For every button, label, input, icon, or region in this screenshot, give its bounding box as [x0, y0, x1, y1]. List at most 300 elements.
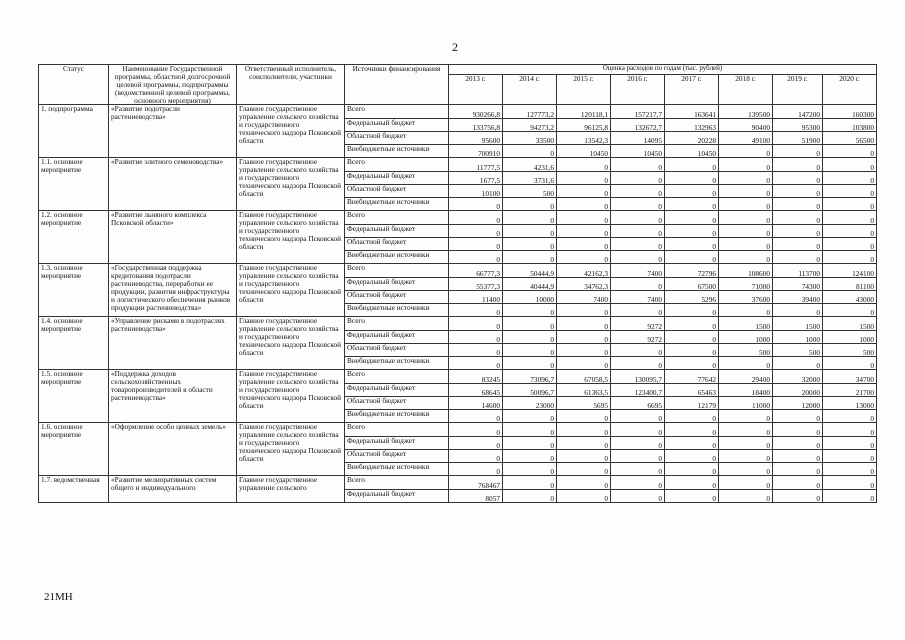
table-row	[39, 370, 877, 384]
amount-cell: 0	[719, 476, 773, 490]
amount-cell: 37600	[719, 291, 773, 304]
amount-cell: 11400	[449, 291, 503, 304]
amount-cell: 11000	[719, 397, 773, 410]
funding-source-cell: Федеральный бюджет	[345, 119, 449, 132]
amount-cell: 55377,3	[449, 278, 503, 291]
amount-cell: 42162,3	[557, 264, 611, 278]
amount-cell: 0	[823, 211, 877, 225]
status-cell: 1.1. основное мероприятие	[39, 158, 109, 211]
amount-cell: 0	[773, 158, 823, 172]
responsible-cell: Главное государственное управление сельского хозяйства и государственного технического надзора Псковской области	[237, 370, 345, 423]
amount-cell: 32000	[773, 370, 823, 384]
year-header: 2018 г.	[719, 75, 773, 105]
amount-cell: 95300	[773, 119, 823, 132]
amount-cell: 0	[503, 211, 557, 225]
amount-cell: 0	[665, 158, 719, 172]
amount-cell: 1500	[773, 317, 823, 331]
amount-cell: 56500	[823, 132, 877, 145]
amount-cell: 4231,6	[503, 158, 557, 172]
table-row	[39, 317, 877, 331]
status-cell: 1.2. основное мероприятие	[39, 211, 109, 264]
amount-cell: 0	[665, 463, 719, 476]
year-header: 2017 г.	[665, 75, 719, 105]
amount-cell: 0	[773, 238, 823, 251]
amount-cell: 20000	[773, 384, 823, 397]
amount-cell: 9272	[611, 317, 665, 331]
amount-cell: 77642	[665, 370, 719, 384]
amount-cell: 0	[719, 172, 773, 185]
amount-cell: 0	[665, 211, 719, 225]
amount-cell: 9272	[611, 331, 665, 344]
status-cell: 1.4. основное мероприятие	[39, 317, 109, 370]
amount-cell: 0	[719, 211, 773, 225]
program-name-cell: «Государственная поддержка кредитования подотрасли растениеводства, переработки ее продукции, развития инфраструктуры и логистического обеспечения рынков продукции растениеводства»	[109, 264, 237, 317]
amount-cell: 0	[449, 463, 503, 476]
funding-source-cell: Внебюджетные источники	[345, 304, 449, 317]
amount-cell: 0	[503, 238, 557, 251]
amount-cell: 0	[611, 225, 665, 238]
amount-cell: 14600	[449, 397, 503, 410]
amount-cell: 0	[449, 423, 503, 437]
amount-cell: 0	[665, 490, 719, 503]
amount-cell: 0	[557, 251, 611, 264]
amount-cell: 66777,3	[449, 264, 503, 278]
amount-cell: 71000	[719, 278, 773, 291]
amount-cell: 0	[449, 304, 503, 317]
amount-cell: 0	[503, 476, 557, 490]
funding-source-cell: Федеральный бюджет	[345, 331, 449, 344]
footer-mark: 21MH	[44, 591, 73, 603]
amount-cell: 0	[503, 410, 557, 423]
amount-cell: 0	[557, 211, 611, 225]
amount-cell: 7400	[611, 291, 665, 304]
amount-cell: 0	[773, 211, 823, 225]
amount-cell: 0	[665, 317, 719, 331]
amount-cell: 0	[557, 450, 611, 463]
amount-cell: 0	[503, 225, 557, 238]
amount-cell: 130095,7	[611, 370, 665, 384]
amount-cell: 0	[773, 198, 823, 211]
table-row	[39, 423, 877, 437]
amount-cell: 0	[665, 437, 719, 450]
amount-cell: 0	[611, 490, 665, 503]
amount-cell: 20228	[665, 132, 719, 145]
amount-cell: 132672,7	[611, 119, 665, 132]
amount-cell: 73096,7	[503, 370, 557, 384]
amount-cell: 90400	[719, 119, 773, 132]
amount-cell: 0	[773, 145, 823, 158]
year-header: 2014 г.	[503, 75, 557, 105]
amount-cell: 10450	[611, 145, 665, 158]
funding-source-cell: Федеральный бюджет	[345, 384, 449, 397]
amount-cell: 0	[557, 410, 611, 423]
funding-source-cell: Всего	[345, 158, 449, 172]
amount-cell: 0	[719, 490, 773, 503]
status-cell: 1. подпрограмма	[39, 105, 109, 158]
program-name-cell: «Развитие подотрасли растениеводства»	[109, 105, 237, 158]
amount-cell: 0	[503, 198, 557, 211]
responsible-cell: Главное государственное управление сельского хозяйства и государственного технического надзора Псковской области	[237, 264, 345, 317]
amount-cell: 0	[557, 225, 611, 238]
funding-source-cell: Всего	[345, 423, 449, 437]
amount-cell: 103800	[823, 119, 877, 132]
amount-cell: 0	[449, 437, 503, 450]
year-header: 2020 г.	[823, 75, 877, 105]
amount-cell: 13000	[823, 397, 877, 410]
amount-cell: 0	[823, 304, 877, 317]
amount-cell: 0	[665, 476, 719, 490]
funding-source-cell: Всего	[345, 264, 449, 278]
amount-cell: 0	[823, 463, 877, 476]
year-header: 2019 г.	[773, 75, 823, 105]
amount-cell: 930266,8	[449, 105, 503, 119]
amount-cell: 0	[557, 238, 611, 251]
amount-cell: 0	[823, 251, 877, 264]
amount-cell: 51900	[773, 132, 823, 145]
amount-cell: 0	[611, 158, 665, 172]
amount-cell: 94273,2	[503, 119, 557, 132]
amount-cell: 0	[773, 304, 823, 317]
amount-cell: 1500	[823, 317, 877, 331]
amount-cell: 0	[773, 463, 823, 476]
amount-cell: 700910	[449, 145, 503, 158]
amount-cell: 120118,1	[557, 105, 611, 119]
amount-cell: 113700	[773, 264, 823, 278]
funding-source-cell: Федеральный бюджет	[345, 437, 449, 450]
funding-source-cell: Всего	[345, 211, 449, 225]
name-header: Наименование Государственной программы, областной долгосрочной целевой программы, подпрограммы (ведомственной целевой программы, основного мероприятия)	[109, 65, 237, 105]
amount-cell: 96125,8	[557, 119, 611, 132]
amount-cell: 0	[665, 331, 719, 344]
amount-cell: 81100	[823, 278, 877, 291]
amount-cell: 0	[611, 278, 665, 291]
amount-cell: 0	[719, 198, 773, 211]
amount-cell: 0	[773, 423, 823, 437]
amount-cell: 67500	[665, 278, 719, 291]
amount-cell: 123400,7	[611, 384, 665, 397]
funding-source-cell: Всего	[345, 317, 449, 331]
amount-cell: 1500	[719, 317, 773, 331]
table-row	[39, 264, 877, 278]
amount-cell: 0	[823, 238, 877, 251]
amount-cell: 0	[449, 225, 503, 238]
amount-cell: 0	[773, 490, 823, 503]
funding-source-cell: Федеральный бюджет	[345, 278, 449, 291]
funding-source-cell: Областной бюджет	[345, 185, 449, 198]
amount-cell: 127773,2	[503, 105, 557, 119]
program-name-cell: «Поддержка доходов сельскохозяйственных товаропроизводителей в области растениеводства»	[109, 370, 237, 423]
amount-cell: 50444,9	[503, 264, 557, 278]
amount-cell: 0	[611, 450, 665, 463]
status-header: Статус	[39, 65, 109, 105]
responsible-cell: Главное государственное управление сельского хозяйства и государственного технического надзора Псковской области	[237, 211, 345, 264]
amount-cell: 0	[719, 185, 773, 198]
amount-cell: 0	[503, 490, 557, 503]
amount-cell: 139500	[719, 105, 773, 119]
amount-cell: 11777,5	[449, 158, 503, 172]
amount-cell: 0	[773, 251, 823, 264]
page-number: 2	[452, 40, 458, 54]
amount-cell: 0	[611, 304, 665, 317]
amount-cell: 0	[503, 450, 557, 463]
amount-cell: 0	[557, 423, 611, 437]
amount-cell: 0	[665, 238, 719, 251]
amount-cell: 0	[665, 410, 719, 423]
amount-cell: 12000	[773, 397, 823, 410]
amount-cell: 5296	[665, 291, 719, 304]
amount-cell: 0	[449, 198, 503, 211]
program-name-cell: «Развитие мелиоративных систем общего и индивидуального	[109, 476, 237, 503]
amount-cell: 67058,5	[557, 370, 611, 384]
amount-cell: 132963	[665, 119, 719, 132]
responsible-cell: Главное государственное управление сельского	[237, 476, 345, 503]
amount-cell: 0	[719, 145, 773, 158]
amount-cell: 21700	[823, 384, 877, 397]
amount-cell: 39400	[773, 291, 823, 304]
amount-cell: 34700	[823, 370, 877, 384]
funding-source-cell: Федеральный бюджет	[345, 490, 449, 503]
amount-cell: 0	[611, 251, 665, 264]
year-header: 2016 г.	[611, 75, 665, 105]
amount-cell: 0	[449, 450, 503, 463]
amount-cell: 0	[823, 437, 877, 450]
amount-cell: 0	[823, 185, 877, 198]
amount-cell: 0	[773, 357, 823, 370]
amount-cell: 0	[503, 331, 557, 344]
amount-cell: 0	[611, 423, 665, 437]
amount-cell: 0	[503, 423, 557, 437]
amount-cell: 0	[503, 304, 557, 317]
amount-cell: 0	[557, 357, 611, 370]
funding-source-cell: Областной бюджет	[345, 291, 449, 304]
amount-cell: 0	[719, 463, 773, 476]
amount-cell: 0	[719, 410, 773, 423]
amount-cell: 0	[611, 344, 665, 357]
funding-source-cell: Внебюджетные источники	[345, 357, 449, 370]
funding-source-cell: Федеральный бюджет	[345, 172, 449, 185]
amount-cell: 0	[665, 185, 719, 198]
amount-cell: 0	[719, 423, 773, 437]
funding-source-cell: Внебюджетные источники	[345, 410, 449, 423]
amount-cell: 0	[557, 490, 611, 503]
amount-cell: 0	[611, 463, 665, 476]
amount-cell: 95600	[449, 132, 503, 145]
amount-cell: 0	[557, 476, 611, 490]
amount-cell: 0	[665, 225, 719, 238]
year-header: 2015 г.	[557, 75, 611, 105]
table-row	[39, 158, 877, 172]
table-row	[39, 105, 877, 119]
amount-cell: 72796	[665, 264, 719, 278]
amount-cell: 1677,5	[449, 172, 503, 185]
amount-cell: 0	[557, 172, 611, 185]
amount-cell: 0	[503, 463, 557, 476]
status-cell: 1.7. ведомственная	[39, 476, 109, 503]
amount-cell: 14095	[611, 132, 665, 145]
amount-cell: 23000	[503, 397, 557, 410]
amount-cell: 1000	[823, 331, 877, 344]
amount-cell: 768467	[449, 476, 503, 490]
funding-source-cell: Областной бюджет	[345, 397, 449, 410]
amount-cell: 10450	[665, 145, 719, 158]
amount-cell: 0	[557, 317, 611, 331]
amount-cell: 0	[823, 410, 877, 423]
funding-source-cell: Областной бюджет	[345, 132, 449, 145]
amount-cell: 147200	[773, 105, 823, 119]
amount-cell: 65463	[665, 384, 719, 397]
amount-cell: 1000	[773, 331, 823, 344]
amount-cell: 0	[823, 423, 877, 437]
amount-cell: 61363,5	[557, 384, 611, 397]
amount-cell: 0	[823, 476, 877, 490]
amount-cell: 10450	[557, 145, 611, 158]
program-name-cell: «Оформление особо ценных земель»	[109, 423, 237, 476]
amount-cell: 0	[823, 198, 877, 211]
status-cell: 1.3. основное мероприятие	[39, 264, 109, 317]
amount-cell: 0	[823, 172, 877, 185]
table-row	[39, 476, 877, 490]
amount-cell: 0	[719, 450, 773, 463]
sources-header: Источники финансирования	[345, 65, 449, 105]
amount-cell: 0	[449, 238, 503, 251]
amount-cell: 0	[773, 410, 823, 423]
amount-cell: 74300	[773, 278, 823, 291]
amount-cell: 0	[665, 344, 719, 357]
amount-cell: 0	[719, 437, 773, 450]
amount-cell: 0	[719, 238, 773, 251]
table-row	[39, 211, 877, 225]
amount-cell: 0	[557, 331, 611, 344]
amount-cell: 160300	[823, 105, 877, 119]
amount-cell: 500	[773, 344, 823, 357]
responsible-cell: Главное государственное управление сельского хозяйства и государственного технического надзора Псковской области	[237, 423, 345, 476]
year-header: 2013 г.	[449, 75, 503, 105]
amount-cell: 34762,3	[557, 278, 611, 291]
amount-cell: 0	[611, 185, 665, 198]
amount-cell: 0	[557, 158, 611, 172]
responsible-header: Ответственный исполнитель, соисполнители, участники	[237, 65, 345, 105]
funding-source-cell: Внебюджетные источники	[345, 251, 449, 264]
amount-cell: 0	[665, 251, 719, 264]
amount-cell: 33500	[503, 132, 557, 145]
amount-cell: 8057	[449, 490, 503, 503]
amount-cell: 0	[719, 251, 773, 264]
amount-cell: 0	[823, 158, 877, 172]
expenditure-table	[38, 64, 877, 503]
amount-cell: 49100	[719, 132, 773, 145]
amount-cell: 163641	[665, 105, 719, 119]
amount-cell: 12179	[665, 397, 719, 410]
amount-cell: 6695	[611, 397, 665, 410]
amount-cell: 0	[773, 225, 823, 238]
funding-source-cell: Всего	[345, 370, 449, 384]
amount-cell: 0	[611, 238, 665, 251]
amount-cell: 50096,7	[503, 384, 557, 397]
amount-cell: 10100	[449, 185, 503, 198]
funding-source-cell: Областной бюджет	[345, 450, 449, 463]
amount-cell: 0	[719, 357, 773, 370]
amount-cell: 0	[611, 211, 665, 225]
amount-cell: 29400	[719, 370, 773, 384]
amount-cell: 0	[449, 344, 503, 357]
amount-cell: 0	[503, 357, 557, 370]
amount-cell: 0	[719, 225, 773, 238]
amount-cell: 0	[557, 185, 611, 198]
amount-cell: 500	[503, 185, 557, 198]
amount-cell: 0	[557, 344, 611, 357]
amount-cell: 500	[719, 344, 773, 357]
amount-cell: 0	[557, 304, 611, 317]
funding-source-cell: Всего	[345, 476, 449, 490]
amount-cell: 7400	[557, 291, 611, 304]
program-name-cell: «Развитие льняного комплекса Псковской области»	[109, 211, 237, 264]
amount-cell: 0	[557, 463, 611, 476]
responsible-cell: Главное государственное управление сельского хозяйства и государственного технического надзора Псковской области	[237, 105, 345, 158]
table-body	[39, 105, 877, 503]
amount-cell: 157217,7	[611, 105, 665, 119]
status-cell: 1.6. основное мероприятие	[39, 423, 109, 476]
amount-cell: 10000	[503, 291, 557, 304]
amount-cell: 0	[611, 357, 665, 370]
amount-cell: 0	[449, 251, 503, 264]
amount-cell: 0	[503, 437, 557, 450]
funding-source-cell: Внебюджетные источники	[345, 145, 449, 158]
amount-cell: 0	[611, 172, 665, 185]
funding-source-cell: Всего	[345, 105, 449, 119]
amount-cell: 0	[449, 317, 503, 331]
amount-cell: 13542,3	[557, 132, 611, 145]
amount-cell: 0	[611, 437, 665, 450]
amount-cell: 0	[449, 211, 503, 225]
amount-cell: 40444,9	[503, 278, 557, 291]
amount-cell: 0	[665, 357, 719, 370]
amount-cell: 0	[773, 450, 823, 463]
header-row	[39, 65, 877, 75]
amount-cell: 0	[611, 476, 665, 490]
amount-cell: 0	[449, 357, 503, 370]
amount-cell: 0	[665, 304, 719, 317]
amount-cell: 0	[773, 185, 823, 198]
status-cell: 1.5. основное мероприятие	[39, 370, 109, 423]
amount-cell: 0	[557, 437, 611, 450]
amount-cell: 0	[823, 145, 877, 158]
amount-cell: 3731,6	[503, 172, 557, 185]
amount-cell: 0	[823, 225, 877, 238]
amount-cell: 0	[665, 450, 719, 463]
amount-cell: 133756,8	[449, 119, 503, 132]
funding-source-cell: Областной бюджет	[345, 344, 449, 357]
amount-cell: 0	[773, 172, 823, 185]
amount-cell: 0	[665, 423, 719, 437]
funding-source-cell: Внебюджетные источники	[345, 198, 449, 211]
program-name-cell: «Развитие элитного семеноводства»	[109, 158, 237, 211]
amount-cell: 0	[449, 410, 503, 423]
amount-cell: 0	[611, 410, 665, 423]
amount-cell: 0	[503, 145, 557, 158]
amount-cell: 0	[823, 490, 877, 503]
funding-source-cell: Областной бюджет	[345, 238, 449, 251]
amount-cell: 0	[823, 450, 877, 463]
amount-cell: 0	[557, 198, 611, 211]
program-name-cell: «Управление рисками в подотраслях растениеводства»	[109, 317, 237, 370]
amount-cell: 0	[665, 172, 719, 185]
amount-cell: 0	[503, 251, 557, 264]
amount-cell: 43000	[823, 291, 877, 304]
responsible-cell: Главное государственное управление сельского хозяйства и государственного технического надзора Псковской области	[237, 317, 345, 370]
amount-cell: 5695	[557, 397, 611, 410]
funding-source-cell: Внебюджетные источники	[345, 463, 449, 476]
amount-cell: 0	[719, 158, 773, 172]
